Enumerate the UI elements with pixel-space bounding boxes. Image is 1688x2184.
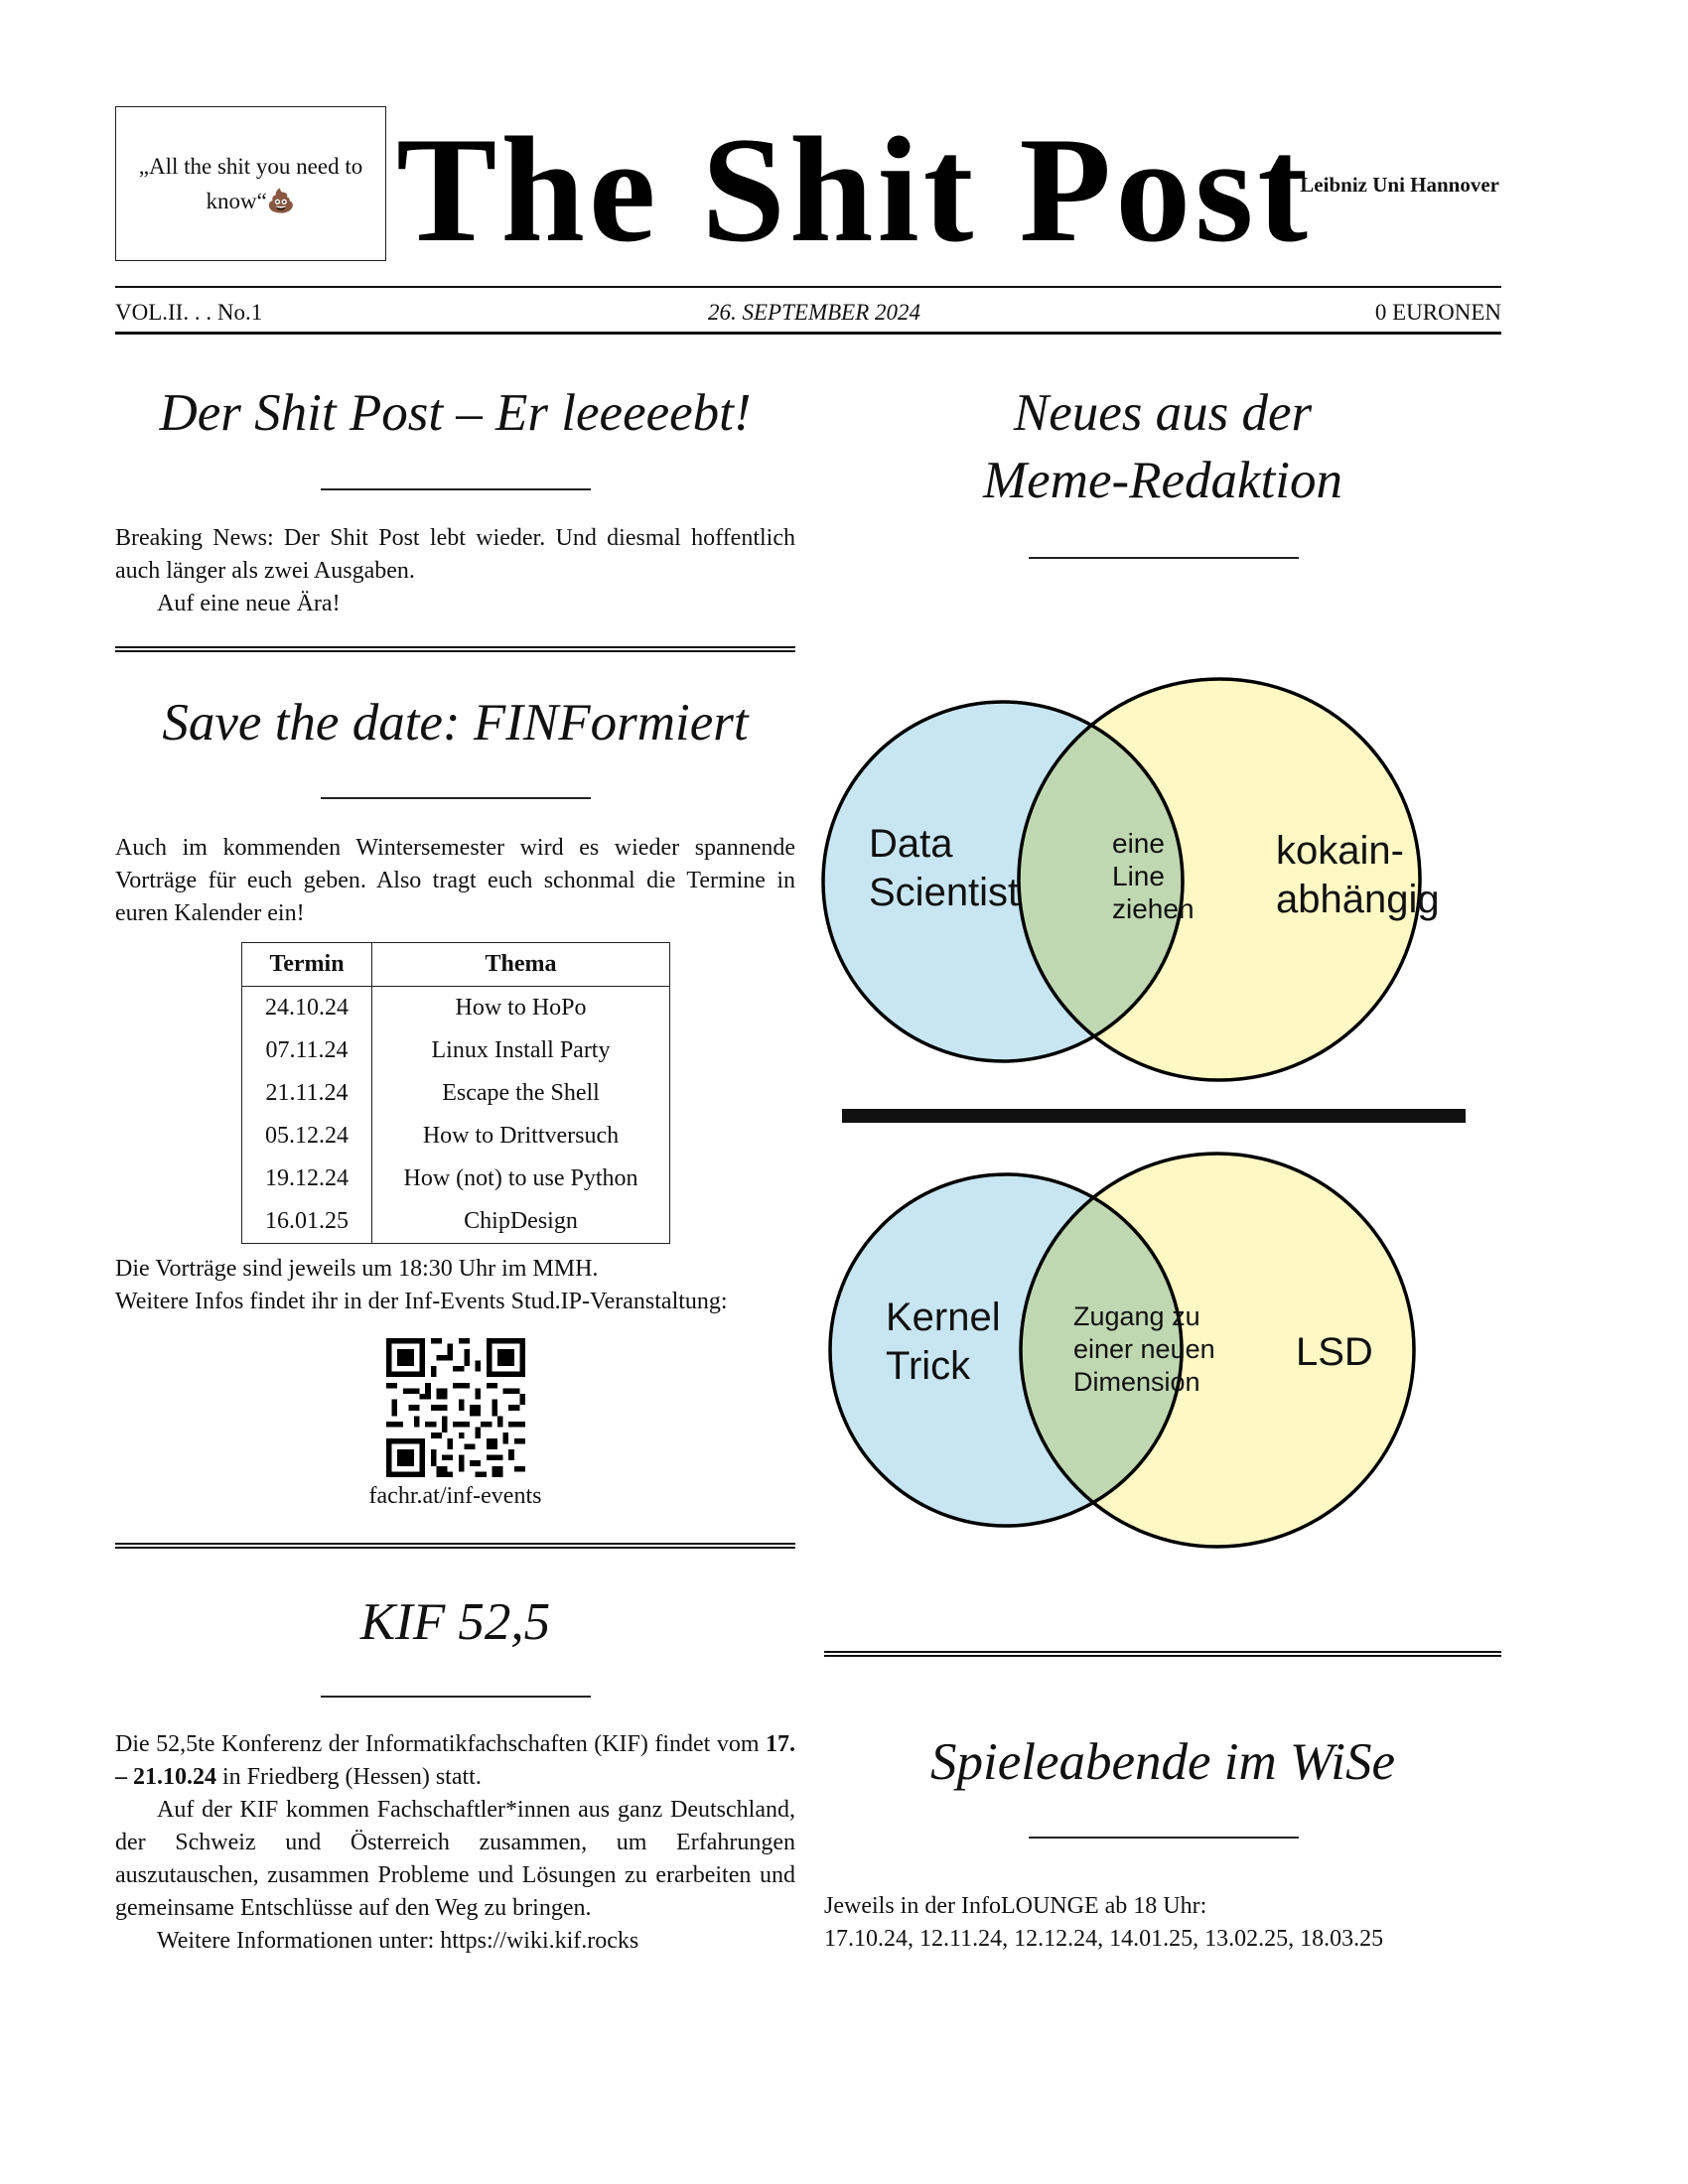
table-row [242,987,670,1030]
article2-line1: Die Vorträge sind jeweils um 18:30 Uhr im MMH. [115,1256,599,1282]
affiliation: Leibniz Uni Hannover [1300,173,1499,197]
table-cell-date: 24.10.24 [265,995,349,1021]
table-header-date: Termin [242,943,372,987]
article4-headline: Spieleabende im WiSe [929,1733,1396,1791]
section-divider [115,1543,795,1549]
table-header-topic: Thema [372,943,670,987]
article1-paragraph2: Auf eine neue Ära! [157,591,341,616]
table-cell-topic: Linux Install Party [372,1029,670,1072]
venn1-middle-line1: eine [1112,828,1165,859]
venn2-right-line1: LSD [1296,1330,1373,1374]
table-header-row [242,943,670,987]
article3-rule [321,1696,591,1698]
masthead-title-text: The Shit Post [396,106,1312,273]
venn1-middle-line2: Line [1112,861,1165,891]
venn-diagram-2 [824,1127,1501,1573]
article4-dates: 17.10.24, 12.11.24, 12.12.24, 14.01.25, 13.02.25, 18.03.25 [824,1926,1384,1952]
motto-text: „All the shit you need to know“💩 [138,154,363,213]
masthead-title [396,91,1312,280]
section-divider [115,646,795,652]
venn2-middle-line3: Dimension [1073,1367,1200,1397]
article3-p1-dates: 17. – 21.10.24 [115,1731,795,1790]
article1-headline: Der Shit Post – Er leeeeebt! [159,384,752,442]
article3-body [115,1728,795,1958]
memes-headline [824,379,1501,514]
article3-p1-text-end: in Friedberg (Hessen) statt. [216,1764,482,1790]
table-cell-topic: How (not) to use Python [372,1158,670,1200]
section-divider [824,1651,1501,1657]
table-cell-date: 19.12.24 [265,1165,349,1191]
table-cell-topic: Escape the Shell [372,1072,670,1115]
article4-line1: Jeweils in der InfoLOUNGE ab 18 Uhr: [824,1893,1207,1919]
venn1-middle-line3: ziehen [1112,893,1195,924]
memes-headline-line2: Meme-Redaktion [983,452,1342,509]
issue-date: 26. SEPTEMBER 2024 [708,300,920,325]
article1-paragraph1: Breaking News: Der Shit Post lebt wieder. Und diesmal hoffentlich auch länger als zwei Ausgaben. [115,525,795,584]
article2-headline: Save the date: FINFormiert [162,694,749,751]
venn1-right-line2: abhängig [1276,878,1440,921]
table-cell-date: 16.01.25 [265,1208,349,1234]
venn2-middle-line2: einer neuen [1073,1334,1215,1364]
table-cell-topic: How to Drittversuch [372,1115,670,1158]
memes-rule [1029,557,1299,559]
masthead-rule-top [115,286,1501,288]
issue-price: 0 EURONEN [1374,300,1501,325]
table-row [242,1115,670,1158]
article4-body [824,1890,1501,1956]
venn2-left-line1: Kernel [886,1296,1001,1339]
issue-volume: VOL.II. . . No.1 [115,300,263,325]
table-cell-topic: How to HoPo [372,987,670,1030]
venn2-middle-line1: Zugang zu [1073,1301,1200,1331]
article3-headline: KIF 52,5 [359,1593,551,1651]
venn1-right-line1: kokain- [1276,829,1404,873]
article2-rule [321,797,591,799]
venn2-left-line2: Trick [886,1344,971,1388]
memes-headline-line1: Neues aus der [1013,384,1313,442]
article3-paragraph1 [115,1728,795,1794]
table-row [242,1200,670,1244]
masthead-rule-bottom [115,332,1501,335]
table-row [242,1072,670,1115]
table-cell-date: 21.11.24 [265,1080,349,1106]
table-row [242,1029,670,1072]
motto-box [115,106,386,261]
article2-intro: Auch im kommenden Wintersemester wird es wieder spannende Vorträge für euch geben. Also tragt euch schonmal die Termine in euren Kalender ein! [115,835,795,926]
table-cell-date: 07.11.24 [265,1037,349,1063]
article3-paragraph2: Auf der KIF kommen Fachschaftler*innen aus ganz Deutschland, der Schweiz und Österreich zusammen, um Erfahrungen auszutauschen, zusammen Probleme und Lösungen zu erarbeiten und gemeinsame Entschlüsse auf den Weg zu bringen. [115,1797,795,1921]
meme-separator-bar [842,1109,1466,1123]
table-cell-topic: ChipDesign [372,1200,670,1244]
table-row [242,1158,670,1200]
article3-paragraph3: Weitere Informationen unter: https://wiki.kif.rocks [157,1928,639,1954]
article4-rule [1029,1837,1299,1839]
table-cell-date: 05.12.24 [265,1123,349,1149]
venn1-left-line2: Scientist [869,871,1020,914]
venn1-left-line1: Data [869,822,953,866]
article3-p1-text: Die 52,5te Konferenz der Informatikfachschaften (KIF) findet vom [115,1731,766,1757]
qr-link[interactable]: fachr.at/inf-events [368,1483,542,1509]
article1-rule [321,488,591,490]
qr-code[interactable] [386,1338,525,1477]
article2-line2: Weitere Infos findet ihr in der Inf-Events Stud.IP-Veranstaltung: [115,1289,728,1314]
article1-body [115,522,795,620]
venn-diagram-1 [824,655,1501,1112]
article2-details [115,1253,810,1318]
talks-table [241,942,670,1244]
